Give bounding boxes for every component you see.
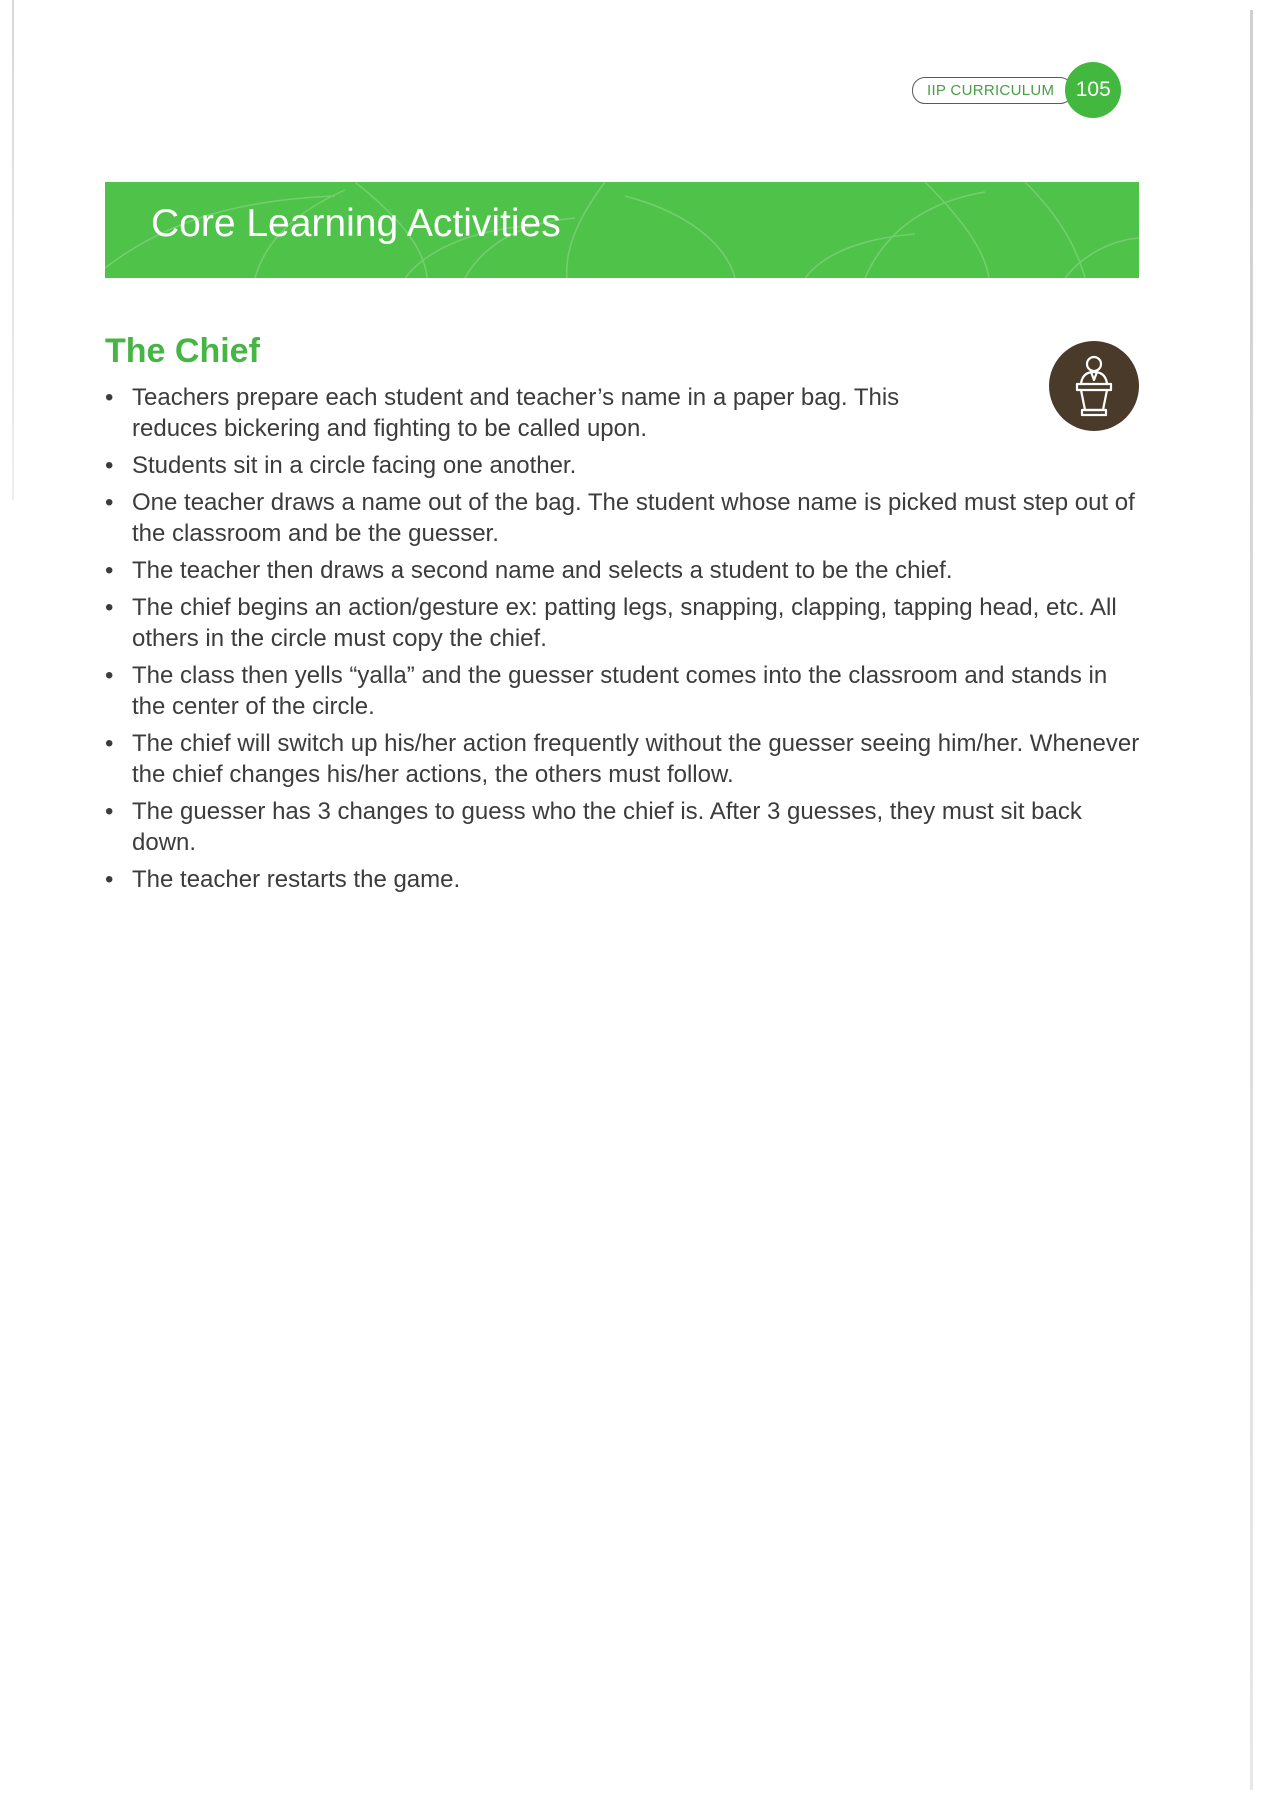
list-item: • The class then yells “yalla” and the guesser student comes into the classroom and stands in the center of the circle.	[105, 660, 1145, 722]
page-number: 105	[1065, 62, 1121, 118]
banner-title: Core Learning Activities	[151, 202, 561, 245]
list-item: • The teacher then draws a second name and selects a student to be the chief.	[105, 555, 1145, 586]
running-header	[912, 62, 1121, 118]
list-item: • The teacher restarts the game.	[105, 864, 1145, 895]
list-item: • Students sit in a circle facing one another.	[105, 450, 1145, 481]
activity-steps	[105, 382, 1145, 901]
curriculum-label: IIP CURRICULUM	[912, 77, 1073, 104]
scan-edge-left	[12, 0, 14, 500]
list-item: • The guesser has 3 changes to guess who the chief is. After 3 guesses, they must sit back down.	[105, 796, 1145, 858]
list-item: • The chief will switch up his/her action frequently without the guesser seeing him/her. Whenever the chief changes his/her actions, the others must follow.	[105, 728, 1145, 790]
activity-title: The Chief	[105, 332, 260, 370]
list-item: • One teacher draws a name out of the bag. The student whose name is picked must step out of the classroom and be the guesser.	[105, 487, 1145, 549]
list-item: • The chief begins an action/gesture ex: patting legs, snapping, clapping, tapping head, etc. All others in the circle must copy the chief.	[105, 592, 1145, 654]
list-item: • Teachers prepare each student and teacher’s name in a paper bag. This reduces bickering and fighting to be called upon.	[105, 382, 982, 444]
section-banner	[105, 182, 1139, 278]
scan-edge-right	[1250, 10, 1253, 1790]
